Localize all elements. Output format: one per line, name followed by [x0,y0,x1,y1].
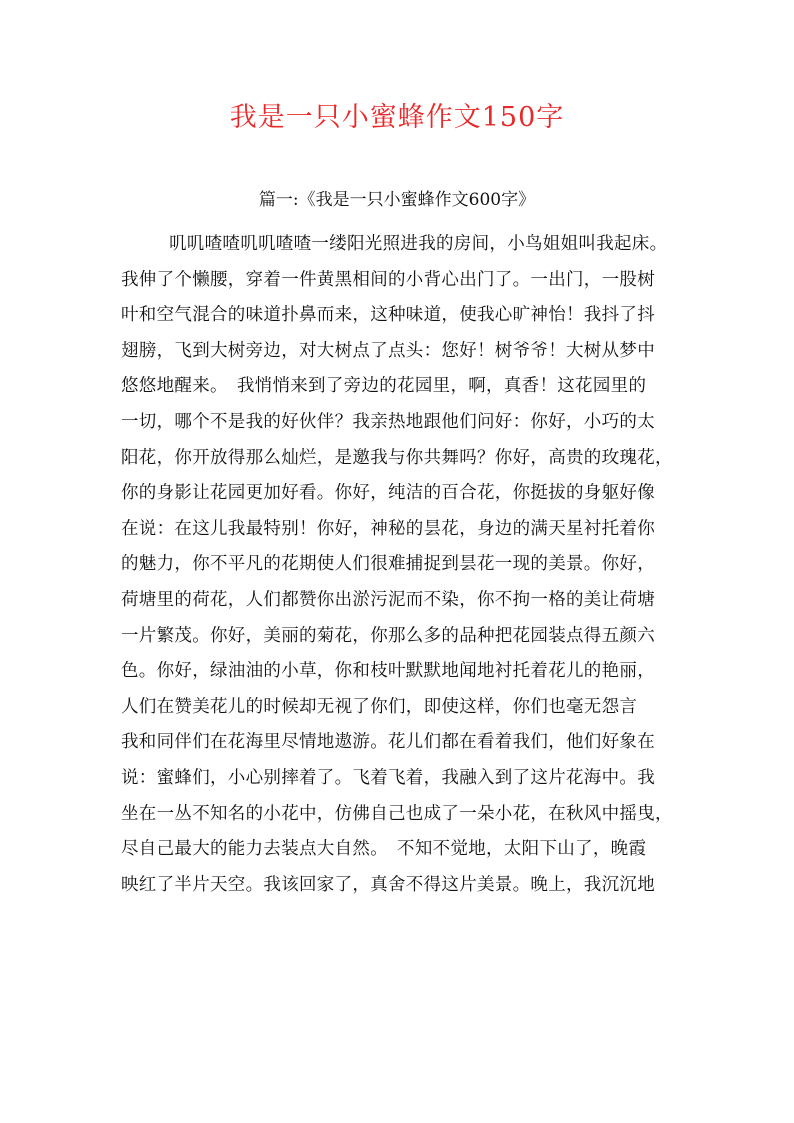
text-line: 坐在一丛不知名的小花中，仿佛自己也成了一朵小花，在秋风中摇曳， [121,803,673,824]
text-line: 说：蜜蜂们，小心别摔着了。飞着飞着，我融入到了这片花海中。我 [121,767,655,788]
text-line: 叶和空气混合的味道扑鼻而来，这种味道，使我心旷神怡！我抖了抖 [121,305,655,326]
text-line: 的魅力，你不平凡的花期使人们很难捕捉到昙花一现的美景。你好， [121,554,655,575]
text-line: 人们在赞美花儿的时候却无视了你们，即使这样，你们也毫无怨言 [121,696,638,717]
text-line: 荷塘里的荷花，人们都赞你出淤污泥而不染，你不拘一格的美让荷塘 [121,589,655,610]
section-heading: 篇一:《我是一只小蜜蜂作文600字》 [258,190,536,210]
text-line: 尽自己最大的能力去装点大自然。 不知不觉地，太阳下山了，晚霞 [121,839,647,860]
text-line: 阳花，你开放得那么灿烂，是邀我与你共舞吗？你好，高贵的玫瑰花， [121,447,673,468]
text-line: 叽叽喳喳叽叽喳喳一缕阳光照进我的房间，小鸟姐姐叫我起床。 [169,234,668,254]
text-line: 一切，哪个不是我的好伙伴？我亲热地跟他们问好：你好，小巧的太 [121,411,655,432]
text-line: 我和同伴们在花海里尽情地遨游。花儿们都在看着我们，他们好象在 [121,732,655,753]
page-title: 我是一只小蜜蜂作文150字 [229,102,565,133]
text-line: 我伸了个懒腰，穿着一件黄黑相间的小背心出门了。一出门，一股树 [121,269,655,290]
text-line: 在说：在这儿我最特别！你好，神秘的昙花，身边的满天星衬托着你 [121,518,655,539]
text-line: 映红了半片天空。我该回家了，真舍不得这片美景。晚上，我沉沉地 [121,874,655,895]
text-line: 你的身影让花园更加好看。你好，纯洁的百合花，你挺拔的身躯好像 [121,483,655,504]
text-line: 悠悠地醒来。 我悄悄来到了旁边的花园里，啊，真香！这花园里的 [121,376,647,397]
text-line: 一片繁茂。你好，美丽的菊花，你那么多的品种把花园装点得五颜六 [121,625,655,646]
text-line: 翅膀，飞到大树旁边，对大树点了点头：您好！树爷爷！大树从梦中 [121,340,655,361]
text-line: 色。你好，绿油油的小草，你和枝叶默默地闻地衬托着花儿的艳丽， [121,661,655,682]
article-body [121,229,687,905]
